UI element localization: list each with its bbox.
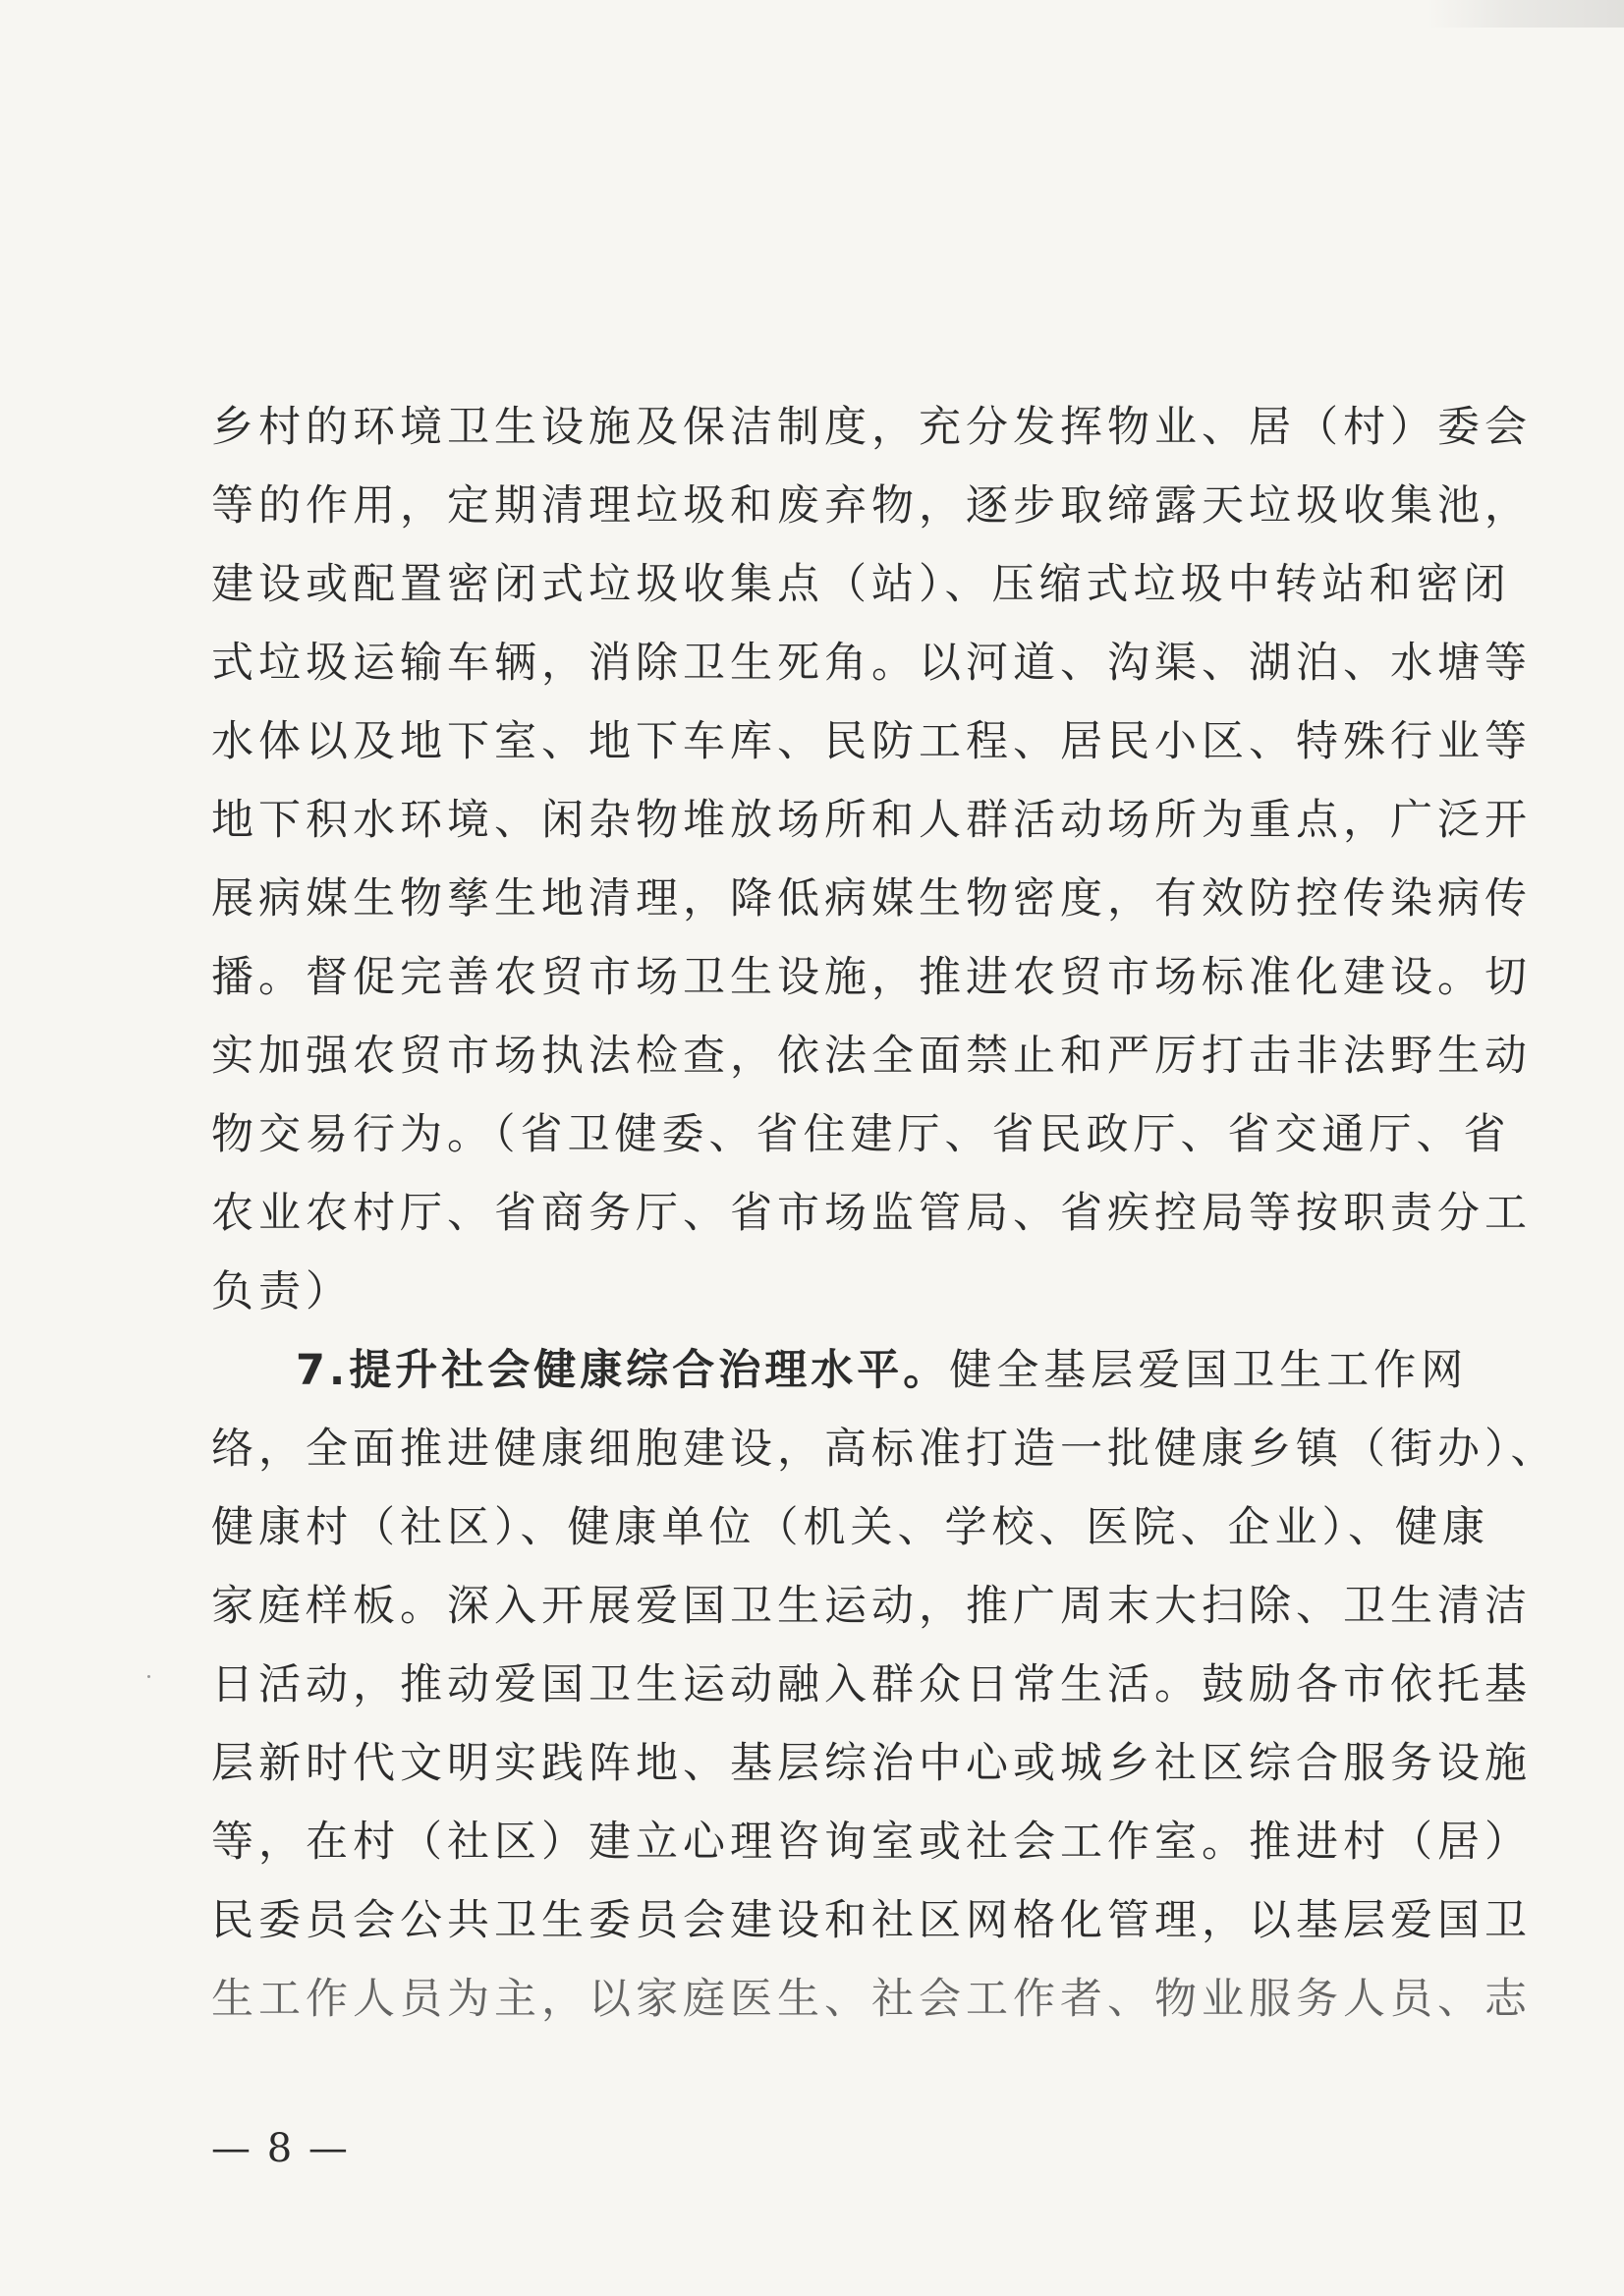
body-text: [211, 388, 1558, 2039]
paragraph-line: 式垃圾运输车辆，消除卫生死角。以河道、沟渠、湖泊、水塘等: [211, 639, 1532, 688]
paragraph-line: 负责）: [211, 1267, 353, 1316]
section-heading-line: [211, 1331, 1469, 1410]
paragraph-line: 家庭样板。深入开展爱国卫生运动，推广周末大扫除、卫生清洁: [211, 1582, 1532, 1631]
scan-artifact: [1428, 0, 1624, 28]
paragraph-line: 健康村（社区）、健康单位（机关、学校、医院、企业）、健康: [211, 1503, 1489, 1552]
paragraph-line: 地下积水环境、闲杂物堆放场所和人群活动场所为重点，广泛开: [211, 796, 1532, 845]
paragraph-line: 建设或配置密闭式垃圾收集点（站）、压缩式垃圾中转站和密闭: [211, 560, 1511, 609]
paragraph-line: 物交易行为。（省卫健委、省住建厅、省民政厅、省交通厅、省: [211, 1110, 1511, 1159]
section-heading: 7.提升社会健康综合治理水平。: [296, 1346, 950, 1395]
paragraph-line: 播。督促完善农贸市场卫生设施，推进农贸市场标准化建设。切: [211, 953, 1532, 1002]
paragraph-line: 水体以及地下室、地下车库、民防工程、居民小区、特殊行业等: [211, 717, 1532, 766]
paragraph-line: 民委员会公共卫生委员会建设和社区网格化管理，以基层爱国卫: [211, 1896, 1532, 1945]
paragraph-line: 实加强农贸市场执法检查，依法全面禁止和严厉打击非法野生动: [211, 1032, 1532, 1081]
page-number: — 8 —: [211, 2126, 350, 2171]
paragraph-line: 日活动，推动爱国卫生运动融入群众日常生活。鼓励各市依托基: [211, 1660, 1532, 1709]
paragraph-line: 等的作用，定期清理垃圾和废弃物，逐步取缔露天垃圾收集池，: [211, 481, 1532, 531]
paragraph-line: 络，全面推进健康细胞建设，高标准打造一批健康乡镇（街办）、: [211, 1425, 1558, 1474]
paragraph-line: 生工作人员为主，以家庭医生、社会工作者、物业服务人员、志: [211, 1975, 1532, 2024]
paragraph-line: 等，在村（社区）建立心理咨询室或社会工作室。推进村（居）: [211, 1818, 1532, 1867]
paragraph-line: 展病媒生物孳生地清理，降低病媒生物密度，有效防控传染病传: [211, 874, 1532, 924]
scan-speck: [147, 1675, 150, 1678]
section-intro-text: 健全基层爱国卫生工作网: [949, 1346, 1469, 1395]
paragraph-line: 乡村的环境卫生设施及保洁制度，充分发挥物业、居（村）委会: [211, 403, 1532, 452]
paragraph-line: 层新时代文明实践阵地、基层综治中心或城乡社区综合服务设施: [211, 1739, 1532, 1788]
paragraph-line: 农业农村厅、省商务厅、省市场监管局、省疾控局等按职责分工: [211, 1189, 1532, 1238]
